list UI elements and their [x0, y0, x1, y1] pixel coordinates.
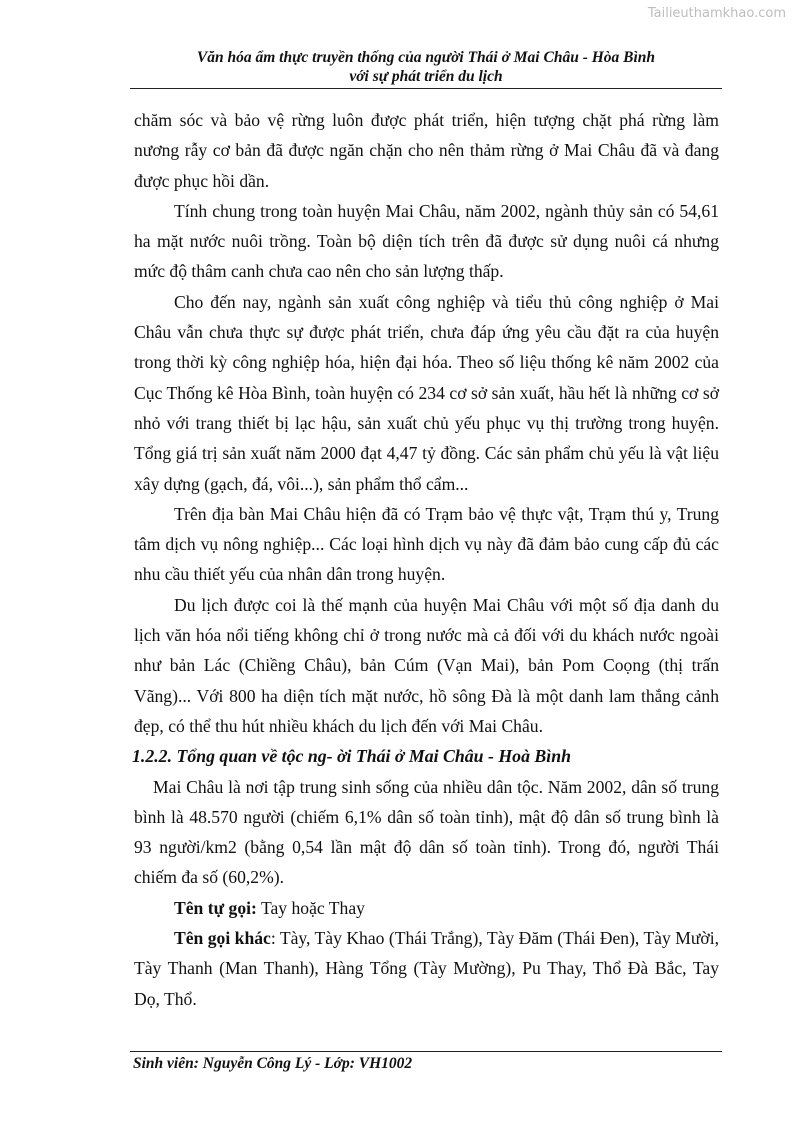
- header-title-line1: Văn hóa ẩm thực truyền thống của người Thái ở Mai Châu - Hòa Bình: [196, 49, 656, 66]
- page-header: [130, 48, 722, 86]
- document-body: [134, 105, 719, 1014]
- footer-divider: [130, 1051, 722, 1052]
- self-name-value: Tay hoặc Thay: [256, 897, 365, 918]
- paragraph-forest: chăm sóc và bảo vệ rừng luôn được phát triển, hiện tượng chặt phá rừng làm nương rẫy cơ bản đã được ngăn chặn cho nên thảm rừng ở Mai Châu đã và đang được phục hồi dần.: [134, 110, 719, 191]
- header-title-line2: với sự phát triển du lịch: [349, 68, 503, 85]
- other-names-value: : Tày, Tày Khao (Thái Trắng), Tày Đăm (Thái Đen), Tày Mười, Tày Thanh (Man Thanh), Hàng Tổng (Tày Mường), Pu Thay, Thổ Đà Bắc, Tay Dọ, Thổ.: [134, 928, 719, 1009]
- page-footer: Sinh viên: Nguyễn Công Lý - Lớp: VH1002: [133, 1055, 413, 1072]
- paragraph-population: Mai Châu là nơi tập trung sinh sống của nhiều dân tộc. Năm 2002, dân số trung bình là 48.570 người (chiếm 6,1% dân số toàn tỉnh), mật độ dân số trung bình là 93 người/km2 (bằng 0,54 lần mật độ dân số toàn tỉnh). Trong đó, người Thái chiếm đa số (60,2%).: [134, 776, 719, 888]
- paragraph-industry: Cho đến nay, ngành sản xuất công nghiệp và tiểu thủ công nghiệp ở Mai Châu vẫn chưa thực sự được phát triển, chưa đáp ứng yêu cầu đặt ra của huyện trong thời kỳ công nghiệp hóa, hiện đại hóa. Theo số liệu thống kê năm 2002 của Cục Thống kê Hòa Bình, toàn huyện có 234 cơ sở sản xuất, hầu hết là những cơ sở nhỏ với trang thiết bị lạc hậu, sản xuất chủ yếu phục vụ thị trường trong huyện. Tổng giá trị sản xuất năm 2000 đạt 4,47 tỷ đồng. Các sản phẩm chủ yếu là vật liệu xây dựng (gạch, đá, vôi...), sản phẩm thổ cẩm...: [134, 291, 719, 494]
- watermark: Tailieuthamkhao.com: [647, 6, 786, 21]
- section-heading: 1.2.2. Tổng quan về tộc ng- ời Thái ở Mai Châu - Hoà Bình: [132, 746, 571, 767]
- self-name-line: [134, 893, 719, 923]
- other-names-line: [134, 923, 719, 1014]
- self-name-label: Tên tự gọi:: [174, 897, 257, 918]
- paragraph-fishery: Tính chung trong toàn huyện Mai Châu, năm 2002, ngành thủy sản có 54,61 ha mặt nước nuôi trồng. Toàn bộ diện tích trên đã được sử dụng nuôi cá nhưng mức độ thâm canh chưa cao nên cho sản lượng thấp.: [134, 200, 719, 282]
- paragraph-tourism: Du lịch được coi là thế mạnh của huyện Mai Châu với một số địa danh du lịch văn hóa nổi tiếng không chỉ ở trong nước mà cả đối với du khách nước ngoài như bản Lác (Chiềng Châu), bản Cúm (Vạn Mai), bản Pom Coọng (thị trấn Vãng)... Với 800 ha diện tích mặt nước, hồ sông Đà là một danh lam thắng cảnh đẹp, có thể thu hút nhiều khách du lịch đến với Mai Châu.: [134, 594, 719, 736]
- other-names-label: Tên gọi khác: [174, 928, 271, 949]
- paragraph-services: Trên địa bàn Mai Châu hiện đã có Trạm bảo vệ thực vật, Trạm thú y, Trung tâm dịch vụ nông nghiệp... Các loại hình dịch vụ này đã đảm bảo cung cấp đủ các nhu cầu thiết yếu của nhân dân trong huyện.: [134, 503, 719, 585]
- header-divider: [130, 88, 722, 89]
